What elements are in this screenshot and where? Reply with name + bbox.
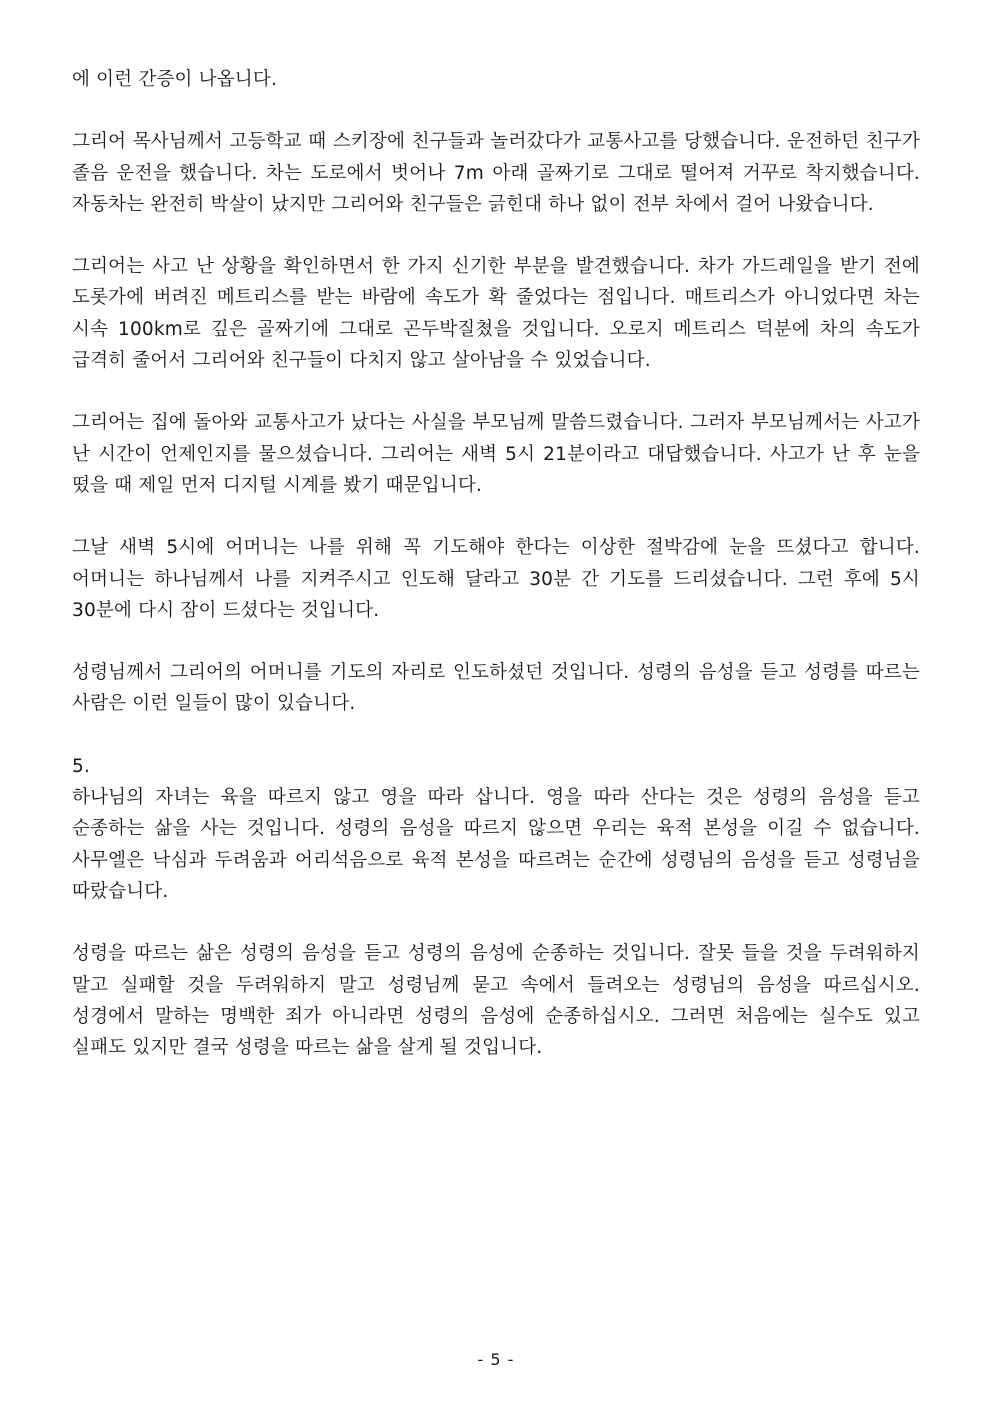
paragraph: 그날 새벽 5시에 어머니는 나를 위해 꼭 기도해야 한다는 이상한 절박감에 눈을 뜨셨다고 합니다. 어머니는 하나님께서 나를 지켜주시고 인도해 달라고 30분 간 기도를 드리셨습니다. 그런 후에 5시 30분에 다시 잠이 드셨다는 것입니다.: [72, 537, 920, 621]
page-body: [72, 64, 920, 1094]
paragraph: 성령님께서 그리어의 어머니를 기도의 자리로 인도하셨던 것입니다. 성령의 음성을 듣고 성령를 따르는 사람은 이런 일들이 많이 있습니다.: [72, 662, 920, 715]
page-number: - 5 -: [477, 1350, 515, 1369]
paragraph: 성령을 따르는 삶은 성령의 음성을 듣고 성령의 음성에 순종하는 것입니다. 잘못 들을 것을 두려워하지 말고 실패할 것을 두려워하지 말고 성령님께 묻고 속에서 들려오는 성령님의 음성을 따르십시오. 성경에서 말하는 명백한 죄가 아니라면 성령의 음성에 순종하십시오. 그러면 처음에는 실수도 있고 실패도 있지만 결국 성령을 따르는 삶을 살게 될 것입니다.: [72, 943, 920, 1059]
paragraph: 하나님의 자녀는 육을 따르지 않고 영을 따라 삽니다. 영을 따라 산다는 것은 성령의 음성을 듣고 순종하는 삶을 사는 것입니다. 성령의 음성을 따르지 않으면 우리는 육적 본성을 이길 수 없습니다. 사무엘은 낙심과 두려움과 어리석음으로 육적 본성을 따르려는 순간에 성령님의 음성을 듣고 성령님을 따랐습니다.: [72, 787, 920, 902]
paragraph: 에 이런 간증이 나옵니다.: [72, 69, 278, 90]
paragraph: 그리어 목사님께서 고등학교 때 스키장에 친구들과 놀러갔다가 교통사고를 당했습니다. 운전하던 친구가 졸음 운전을 했습니다. 차는 도로에서 벗어나 7m 아래 골짜기로 그대로 떨어져 거꾸로 착지했습니다. 자동차는 완전히 박살이 났지만 그리어와 친구들은 긁힌대 하나 없이 전부 차에서 걸어 나왔습니다.: [72, 131, 920, 215]
section-number: 5.: [72, 755, 91, 777]
paragraph: 그리어는 집에 돌아와 교통사고가 났다는 사실을 부모님께 말씀드렸습니다. 그러자 부모님께서는 사고가 난 시간이 언제인지를 물으셨습니다. 그리어는 새벽 5시 21분이라고 대답했습니다. 사고가 난 후 눈을 떴을 때 제일 먼저 디지털 시계를 봤기 때문입니다.: [72, 412, 920, 496]
paragraph: 그리어는 사고 난 상황을 확인하면서 한 가지 신기한 부분을 발견했습니다. 차가 가드레일을 받기 전에 도롯가에 버려진 메트리스를 받는 바람에 속도가 확 줄었다는 점입니다. 매트리스가 아니었다면 차는 시속 100km로 깊은 골짜기에 그대로 곤두박질쳤을 것입니다. 오로지 메트리스 덕분에 차의 속도가 급격히 줄어서 그리어와 친구들이 다치지 않고 살아남을 수 있었습니다.: [72, 256, 920, 372]
